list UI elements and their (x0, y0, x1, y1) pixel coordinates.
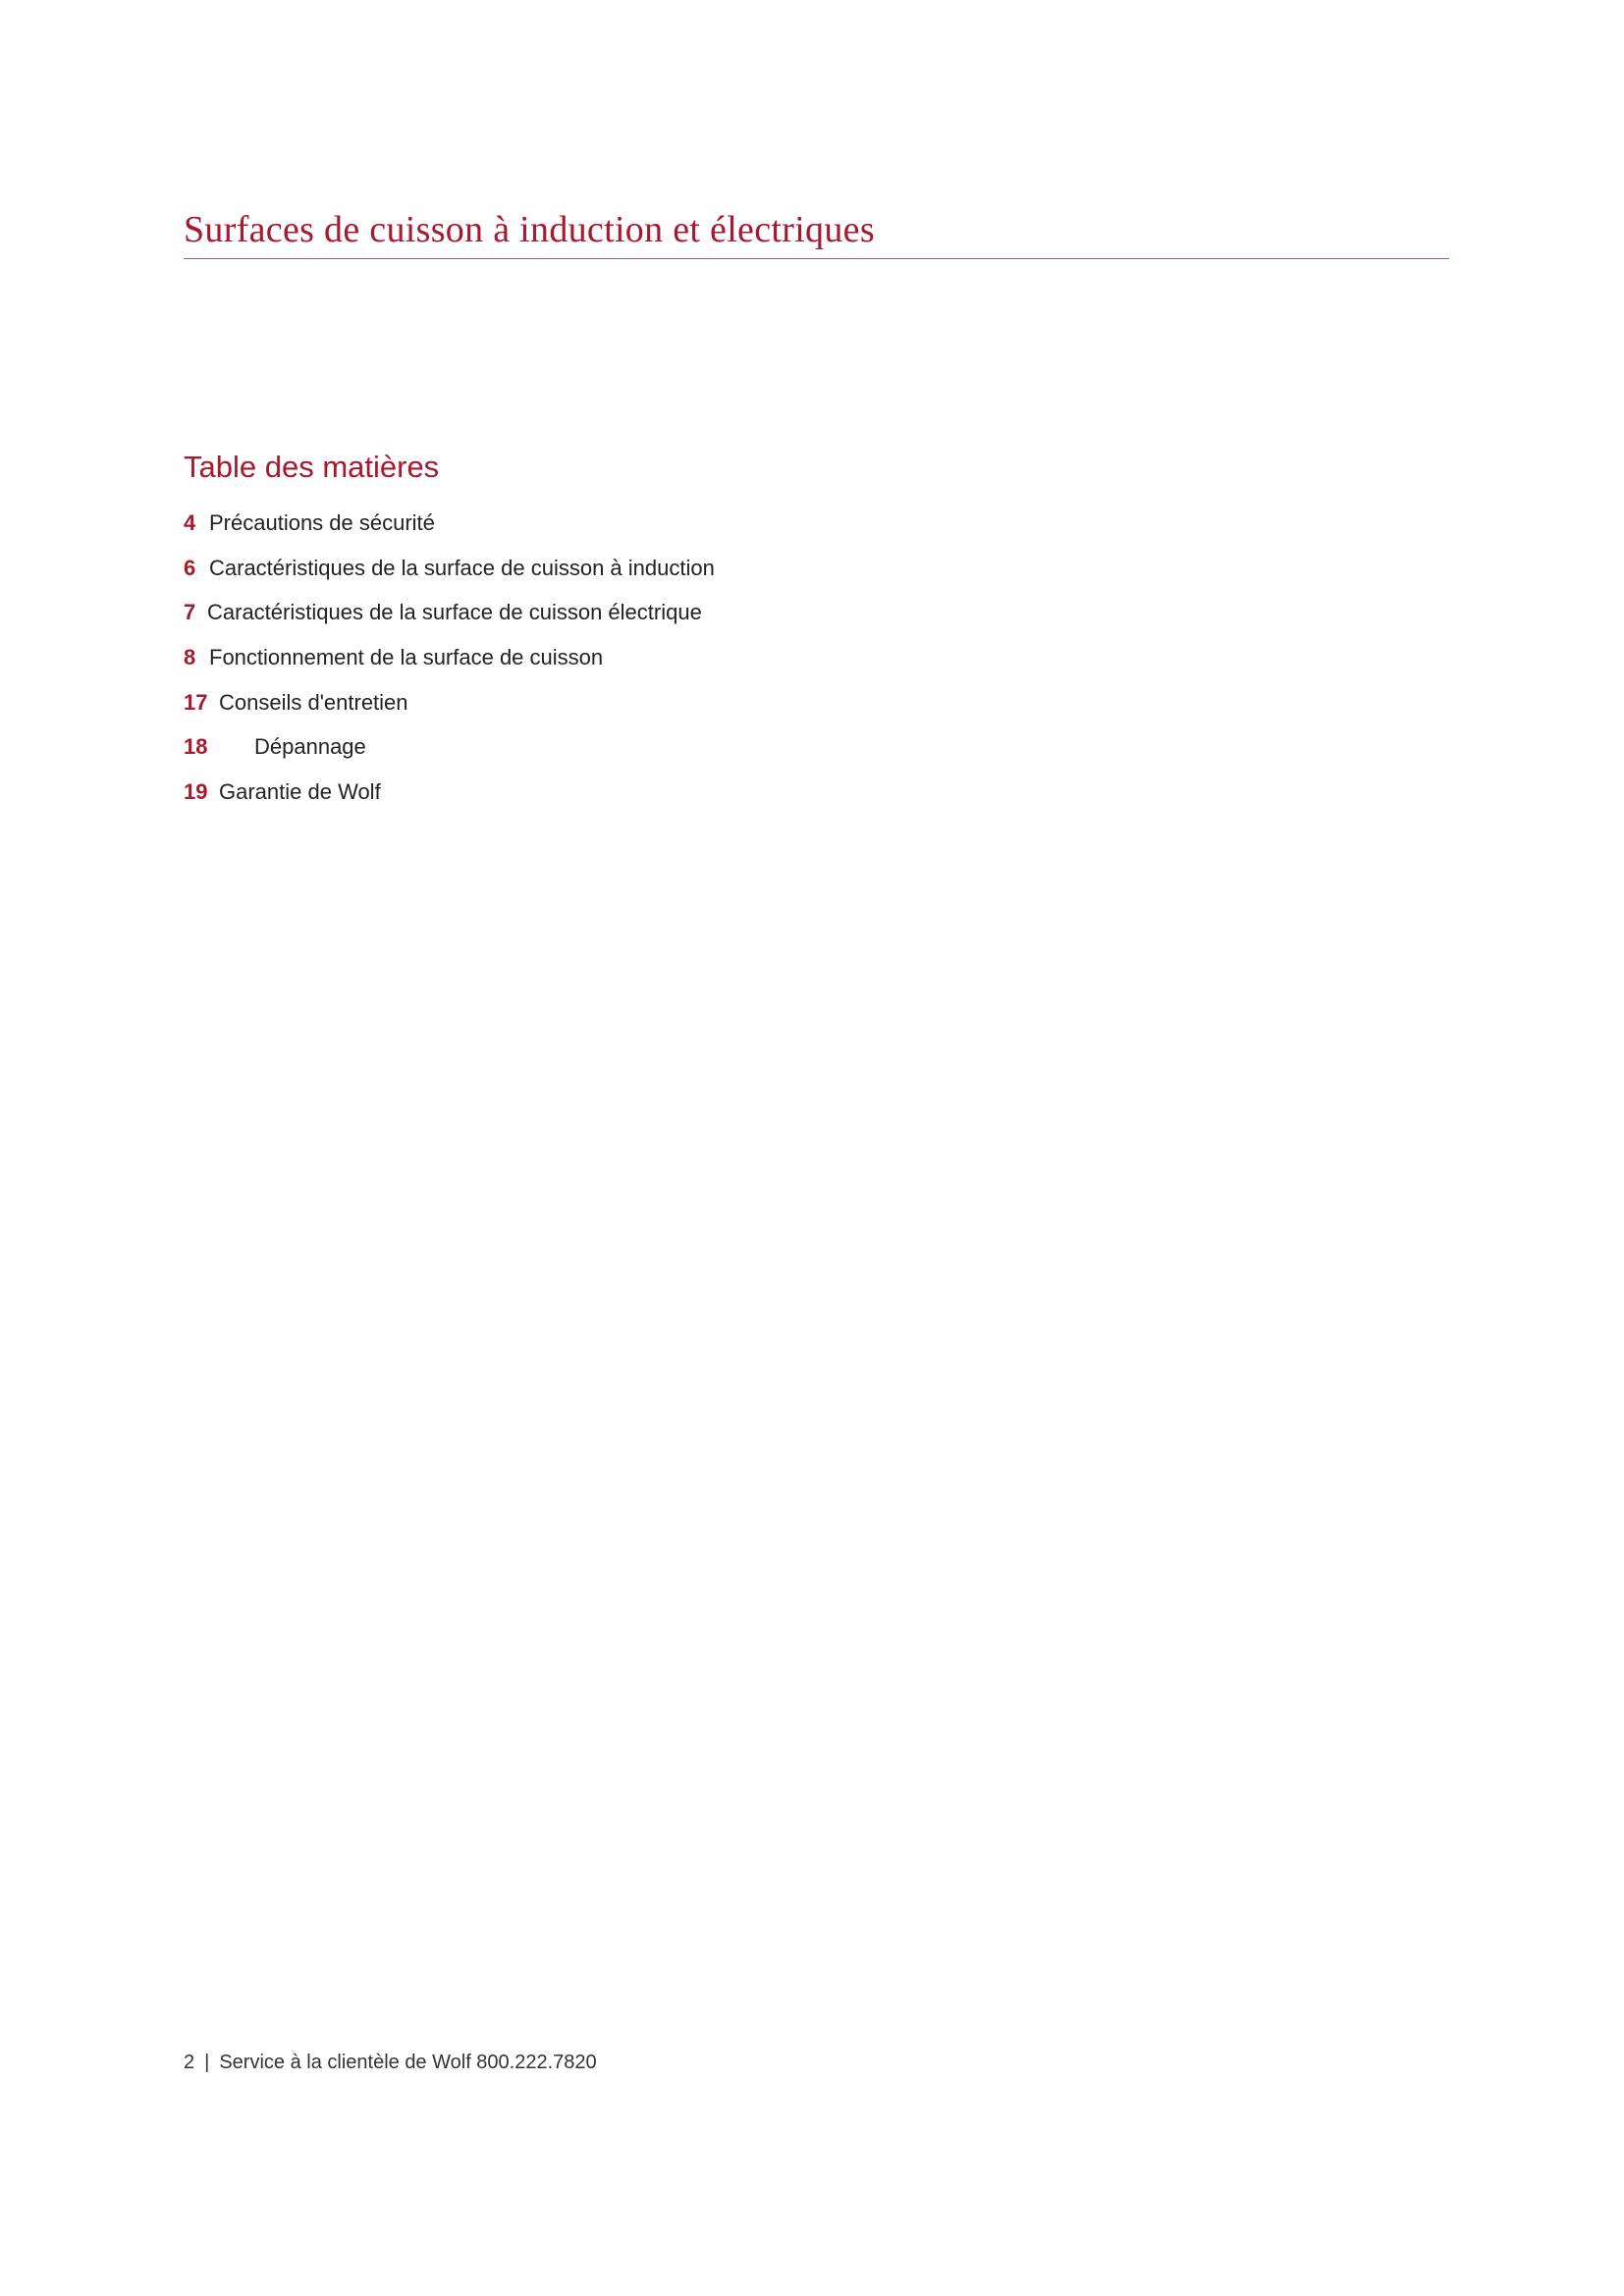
toc-page-number: 17 (184, 689, 208, 715)
toc-item[interactable] (184, 777, 715, 823)
toc-item[interactable] (184, 732, 715, 777)
toc-item-label: Fonctionnement de la surface de cuisson (209, 645, 604, 670)
footer-page-number: 2 (184, 2052, 195, 2073)
toc-item[interactable] (184, 688, 715, 733)
toc-item[interactable] (184, 508, 715, 554)
toc-item-label: Caractéristiques de la surface de cuisson à induction (209, 555, 715, 580)
table-of-contents (184, 508, 715, 823)
toc-page-number: 8 (184, 645, 196, 670)
toc-heading: Table des matières (184, 450, 440, 484)
toc-item-label: Dépannage (254, 734, 366, 760)
toc-item[interactable] (184, 598, 715, 643)
page-footer (184, 2052, 597, 2074)
toc-item-label: Précautions de sécurité (209, 510, 435, 535)
toc-item[interactable] (184, 643, 715, 688)
title-divider (184, 258, 1449, 259)
toc-page-number: 18 (184, 734, 208, 760)
toc-item-label: Caractéristiques de la surface de cuisson électrique (207, 600, 702, 625)
footer-contact-text: Service à la clientèle de Wolf 800.222.7820 (219, 2052, 597, 2073)
toc-page-number: 4 (184, 510, 196, 535)
toc-item-label: Garantie de Wolf (219, 779, 381, 805)
toc-page-number: 7 (184, 600, 196, 625)
toc-page-number: 19 (184, 779, 208, 805)
toc-item-label: Conseils d'entretien (219, 689, 408, 715)
footer-separator: | (204, 2052, 210, 2073)
toc-item[interactable] (184, 554, 715, 599)
page-title: Surfaces de cuisson à induction et électriques (184, 209, 875, 250)
toc-page-number: 6 (184, 555, 196, 580)
